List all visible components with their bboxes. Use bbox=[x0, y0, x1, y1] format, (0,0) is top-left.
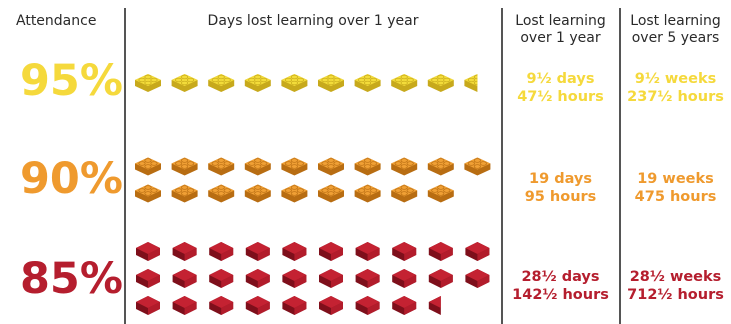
brick-85-2 bbox=[173, 242, 197, 261]
five-year-weeks-90: 19 weeks bbox=[637, 171, 714, 187]
brick-85-11 bbox=[136, 269, 160, 288]
brick-90-10 bbox=[464, 158, 490, 176]
header-days-lost: Days lost learning over 1 year bbox=[207, 13, 419, 29]
brick-90-2 bbox=[172, 158, 198, 176]
brick-85-15 bbox=[282, 269, 306, 288]
brick-90-9 bbox=[428, 158, 454, 176]
brick-85-21 bbox=[136, 296, 160, 315]
brick-85-12 bbox=[173, 269, 197, 288]
brick-85-10 bbox=[465, 242, 489, 261]
five-year-hours-90: 475 hours bbox=[634, 189, 717, 205]
brick-85-9 bbox=[429, 242, 453, 261]
brick-85-16 bbox=[319, 269, 343, 288]
brick-90-5 bbox=[281, 158, 307, 176]
brick-90-4 bbox=[245, 158, 271, 176]
brick-85-6 bbox=[319, 242, 343, 261]
brick-95-1 bbox=[135, 74, 161, 92]
brick-85-3 bbox=[209, 242, 233, 261]
brick-95-8 bbox=[391, 74, 417, 92]
brick-85-5 bbox=[282, 242, 306, 261]
brick-95-2 bbox=[172, 74, 198, 92]
brick-90-17 bbox=[355, 185, 381, 203]
brick-85-17 bbox=[356, 269, 380, 288]
header-one-year-line-1: Lost learning bbox=[515, 13, 606, 29]
one-year-hours-90: 95 hours bbox=[524, 189, 597, 205]
header-five-years-line-2: over 5 years bbox=[631, 30, 720, 46]
brick-95-3 bbox=[208, 74, 234, 92]
brick-90-6 bbox=[318, 158, 344, 176]
brick-95-9 bbox=[428, 74, 454, 92]
brick-85-26 bbox=[319, 296, 343, 315]
brick-85-29 bbox=[429, 296, 453, 315]
brick-85-20 bbox=[465, 269, 489, 288]
brick-90-11 bbox=[135, 185, 161, 203]
brick-85-18 bbox=[392, 269, 416, 288]
attendance-90: 90% bbox=[20, 154, 123, 204]
brick-85-19 bbox=[429, 269, 453, 288]
brick-95-10 bbox=[464, 74, 490, 92]
brick-90-14 bbox=[245, 185, 271, 203]
five-year-weeks-85: 28½ weeks bbox=[629, 269, 722, 285]
five-year-weeks-95: 9½ weeks bbox=[634, 71, 717, 87]
brick-90-1 bbox=[135, 158, 161, 176]
brick-85-22 bbox=[173, 296, 197, 315]
brick-85-23 bbox=[209, 296, 233, 315]
five-year-hours-95: 237½ hours bbox=[627, 89, 724, 105]
brick-85-25 bbox=[282, 296, 306, 315]
one-year-days-95: 9½ days bbox=[526, 71, 595, 87]
brick-90-12 bbox=[172, 185, 198, 203]
header-five-years-line-1: Lost learning bbox=[630, 13, 721, 29]
brick-85-8 bbox=[392, 242, 416, 261]
one-year-hours-95: 47½ hours bbox=[517, 89, 604, 105]
attendance-95: 95% bbox=[20, 56, 123, 106]
brick-90-16 bbox=[318, 185, 344, 203]
brick-95-7 bbox=[355, 74, 381, 92]
brick-85-28 bbox=[392, 296, 416, 315]
brick-90-18 bbox=[391, 185, 417, 203]
brick-85-14 bbox=[246, 269, 270, 288]
brick-85-27 bbox=[356, 296, 380, 315]
one-year-days-90: 19 days bbox=[528, 171, 593, 187]
brick-85-1 bbox=[136, 242, 160, 261]
brick-85-7 bbox=[356, 242, 380, 261]
brick-90-8 bbox=[391, 158, 417, 176]
brick-90-19 bbox=[428, 185, 454, 203]
header-one-year-line-2: over 1 year bbox=[520, 30, 601, 46]
header-attendance: Attendance bbox=[16, 13, 97, 29]
brick-85-24 bbox=[246, 296, 270, 315]
brick-95-4 bbox=[245, 74, 271, 92]
attendance-85: 85% bbox=[20, 254, 123, 304]
brick-85-13 bbox=[209, 269, 233, 288]
five-year-hours-85: 712½ hours bbox=[627, 287, 724, 303]
brick-95-5 bbox=[281, 74, 307, 92]
brick-90-13 bbox=[208, 185, 234, 203]
one-year-days-85: 28½ days bbox=[521, 269, 600, 285]
one-year-hours-85: 142½ hours bbox=[512, 287, 609, 303]
brick-95-6 bbox=[318, 74, 344, 92]
brick-85-4 bbox=[246, 242, 270, 261]
brick-90-7 bbox=[355, 158, 381, 176]
brick-90-3 bbox=[208, 158, 234, 176]
brick-90-15 bbox=[281, 185, 307, 203]
